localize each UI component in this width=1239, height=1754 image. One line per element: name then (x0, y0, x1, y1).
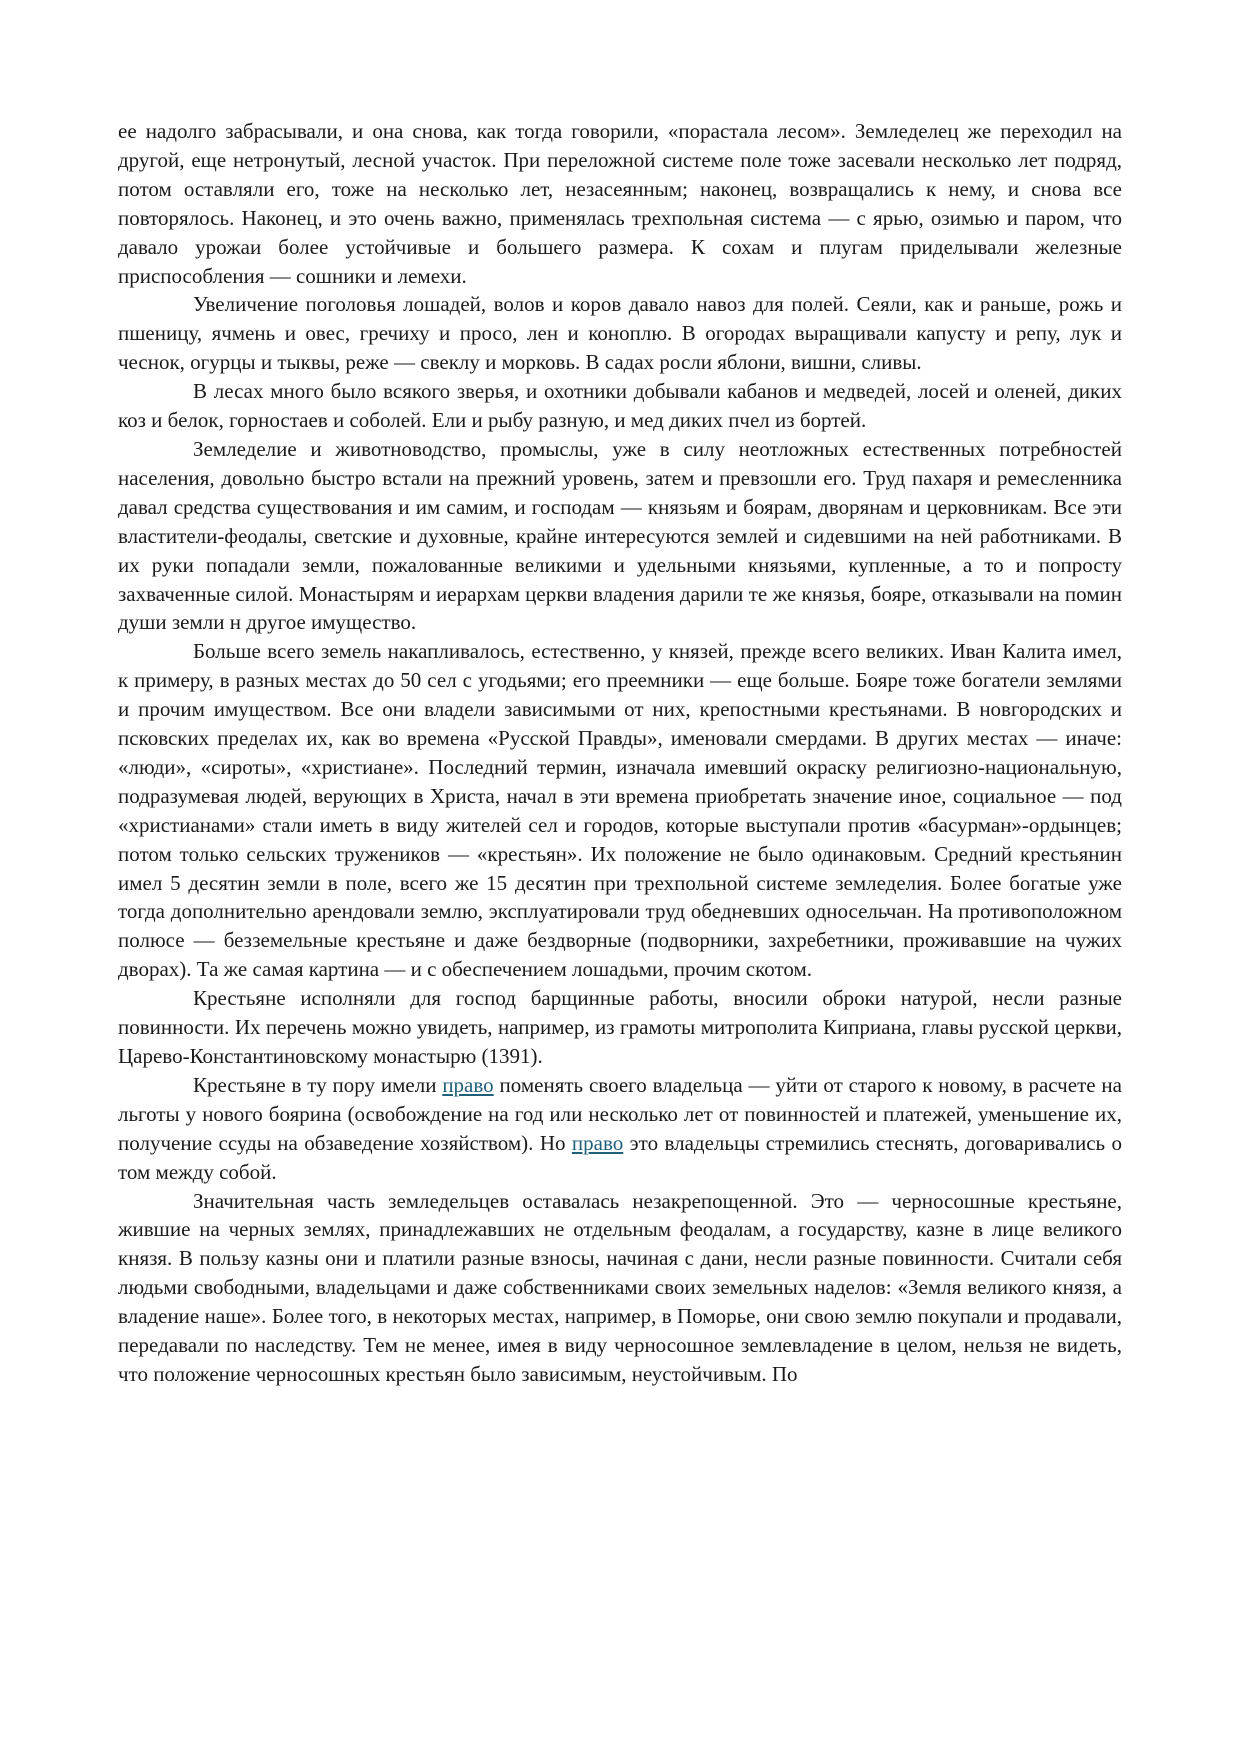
paragraph-text: это владельцы стремились стеснять, договаривались о том между собой. (118, 1130, 1123, 1184)
pravo-link[interactable]: право (442, 1072, 494, 1097)
paragraph (118, 1187, 1122, 1389)
paragraph (118, 1071, 1122, 1187)
paragraph-text: Больше всего земель накапливалось, естественно, у князей, прежде всего великих. Иван Калита имел, к примеру, в разных местах до 50 сел с угодьями; его преемники — еще больше. Бояре тоже богатели землями и прочим имуществом. Все они владели зависимыми от них, крепостными крестьянами. В новгородских и псковских пределах их, как во времена «Русской Правды», именовали смердами. В других местах — иначе: «люди», «сироты», «христиане». Последний термин, изначала имевший окраску религиозно-национальную, подразумевая людей, верующих в Христа, начал в эти времена приобретать значение иное, социальное — под «христианами» стали иметь в виду жителей сел и городов, которые выступали против «басурман»-ордынцев; потом только сельских тружеников — «крестьян». Их положение не было одинаковым. Средний крестьянин имел 5 десятин земли в поле, всего же 15 десятин при трехпольной системе земледелия. Более богатые уже тогда дополнительно арендовали землю, эксплуатировали труд обедневших односельчан. На противоположном полюсе — безземельные крестьяне и даже бездворные (подворники, захребетники, проживавшие на чужих дворах). Та же самая картина — и с обеспечением лошадьми, прочим скотом. (118, 639, 1122, 982)
paragraph-text: Значительная часть земледельцев оставалась незакрепощенной. Это — черносошные крестьяне, жившие на черных землях, принадлежавших не отдельным феодалам, а государству, казне в лице великого князя. В пользу казны они и платили разные взносы, начиная с дани, несли разные повинности. Считали себя людьми свободными, владельцами и даже собственниками своих земельных наделов: «Земля великого князя, а владение наше». Более того, в некоторых местах, например, в Поморье, они свою землю покупали и продавали, передавали по наследству. Тем не менее, имея в виду черносошное землевладение в целом, нельзя не видеть, что положение черносошных крестьян было зависимым, неустойчивым. По (118, 1188, 1122, 1386)
paragraph (118, 290, 1122, 377)
paragraph-text: поменять своего владельца — уйти от старого к новому, в расчете на льготы у нового боярина (освобождение на год или несколько лет от повинностей и платежей, уменьшение их, получение ссуды на обзаведение хозяйством). Но (118, 1072, 1122, 1155)
paragraph-text: Крестьяне в ту пору имели (193, 1072, 443, 1097)
paragraph (118, 435, 1122, 637)
paragraph-text: Увеличение поголовья лошадей, волов и коров давало навоз для полей. Сеяли, как и раньше, рожь и пшеницу, ячмень и овес, гречиху и просо, лен и коноплю. В огородах выращивали капусту и репу, лук и чеснок, огурцы и тыквы, реже — свеклу и морковь. В садах росли яблони, вишни, сливы. (118, 292, 1122, 375)
paragraph (118, 637, 1122, 984)
paragraph-text: Крестьяне исполняли для господ барщинные работы, вносили оброки натурой, несли разные повинности. Их перечень можно увидеть, например, из грамоты митрополита Киприана, главы русской церкви, Царево-Константиновскому монастырю (1391). (118, 986, 1122, 1068)
paragraph (118, 984, 1122, 1071)
paragraph (118, 117, 1122, 290)
paragraph-text: В лесах много было всякого зверья, и охотники добывали кабанов и медведей, лосей и оленей, диких коз и белок, горностаев и соболей. Ели и рыбу разную, и мед диких пчел из бортей. (118, 379, 1122, 433)
paragraph-text: Земледелие и животноводство, промыслы, уже в силу неотложных естественных потребностей населения, довольно быстро встали на прежний уровень, затем и превзошли его. Труд пахаря и ремесленника давал средства существования и им самим, и господам — князьям и боярам, дворянам и церковникам. Все эти властители-феодалы, светские и духовные, крайне интересуются землей и сидевшими на ней работниками. В их руки попадали земли, пожалованные великими и удельными князьями, купленные, а то и попросту захваченные силой. Монастырям и иерархам церкви владения дарили те же князья, бояре, отказывали на помин души земли н другое имущество. (118, 436, 1122, 635)
document-page (118, 117, 1122, 1389)
paragraph-text: ее надолго забрасывали, и она снова, как тогда говорили, «порастала лесом». Земледелец же переходил на другой, еще нетронутый, лесной участок. При переложной системе поле тоже засевали несколько лет подряд, потом оставляли его, тоже на несколько лет, незасеянным; наконец, возвращались к нему, и снова все повторялось. Наконец, и это очень важно, применялась трехпольная система — с ярью, озимью и паром, что давало урожаи более устойчивые и большего размера. К сохам и плугам приделывали железные приспособления — сошники и лемехи. (118, 119, 1122, 288)
pravo-link[interactable]: право (571, 1130, 624, 1155)
paragraph (118, 377, 1122, 435)
